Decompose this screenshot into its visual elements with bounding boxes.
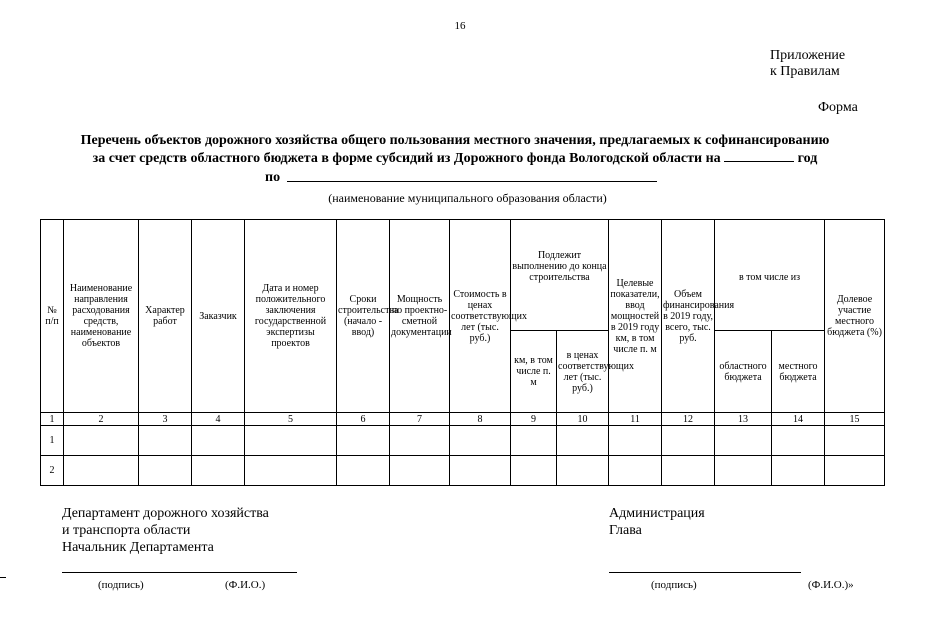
left-signature-block	[62, 505, 269, 556]
table-row	[41, 426, 885, 456]
left-sig-line-3: Начальник Департамента	[62, 540, 214, 555]
table-cell[interactable]	[245, 456, 337, 486]
table-cell[interactable]	[511, 456, 557, 486]
table-cell[interactable]	[715, 456, 772, 486]
objects-table	[40, 219, 885, 486]
header-terms: Сроки строительства (начало - ввод)	[337, 220, 390, 413]
col-num: 9	[511, 413, 557, 426]
table-cell[interactable]	[139, 426, 192, 456]
title-line-2-text: за счет средств областного бюджета в форме субсидий из Дорожного фонда Вологодской области на	[92, 151, 721, 166]
margin-mark	[0, 577, 6, 578]
col-num: 7	[390, 413, 450, 426]
col-num: 12	[662, 413, 715, 426]
col-num: 1	[41, 413, 64, 426]
title-year-word: год	[797, 151, 818, 166]
header-customer: Заказчик	[192, 220, 245, 413]
document-title	[30, 132, 880, 167]
header-km: км, в том числе п. м	[511, 331, 557, 413]
table-cell[interactable]	[192, 456, 245, 486]
header-work-type: Характер работ	[139, 220, 192, 413]
header-targets: Целевые показатели, ввод мощностей в 2019 году км, в том числе п. м	[609, 220, 662, 413]
col-num: 8	[450, 413, 511, 426]
right-sig-line-1: Администрация	[609, 506, 705, 521]
appendix-line-2: к Правилам	[770, 64, 840, 79]
table-cell[interactable]	[715, 426, 772, 456]
table-cell[interactable]	[450, 456, 511, 486]
header-regional-budget: областного бюджета	[715, 331, 772, 413]
header-share: Долевое участие местного бюджета (%)	[825, 220, 885, 413]
table-cell[interactable]	[557, 426, 609, 456]
header-expertise: Дата и номер положительного заключения государственной экспертизы проектов	[245, 220, 337, 413]
header-remaining-cost: в ценах соответствующих лет (тыс. руб.)	[557, 331, 609, 413]
table-cell[interactable]	[662, 456, 715, 486]
col-num: 3	[139, 413, 192, 426]
right-sig-line-2: Глава	[609, 523, 642, 538]
col-num: 13	[715, 413, 772, 426]
right-signature-line[interactable]	[609, 572, 801, 573]
header-cost: Стоимость в ценах соответствующих лет (тыс. руб.)	[450, 220, 511, 413]
col-num: 11	[609, 413, 662, 426]
municipality-blank[interactable]	[287, 181, 657, 182]
header-local-budget: местного бюджета	[772, 331, 825, 413]
table-cell[interactable]	[337, 456, 390, 486]
table-cell[interactable]	[609, 456, 662, 486]
table-cell[interactable]	[390, 426, 450, 456]
form-label: Форма	[818, 100, 858, 115]
col-num: 4	[192, 413, 245, 426]
row-number: 2	[41, 456, 64, 486]
header-including: в том числе из	[715, 220, 825, 331]
table-cell[interactable]	[139, 456, 192, 486]
col-num: 5	[245, 413, 337, 426]
table-cell[interactable]	[245, 426, 337, 456]
title-po-word: по	[265, 170, 281, 185]
table-cell[interactable]	[662, 426, 715, 456]
col-num: 14	[772, 413, 825, 426]
table-cell[interactable]	[64, 426, 139, 456]
header-remaining: Подлежит выполнению до конца строительства	[511, 220, 609, 331]
left-sign-caption: (подпись)	[98, 579, 144, 591]
col-num: 15	[825, 413, 885, 426]
header-capacity: Мощность по проектно-сметной документации	[390, 220, 450, 413]
left-signature-line[interactable]	[62, 572, 297, 573]
left-sig-line-2: и транспорта области	[62, 523, 191, 538]
year-blank[interactable]	[724, 149, 794, 162]
table-cell[interactable]	[825, 456, 885, 486]
table-cell[interactable]	[511, 426, 557, 456]
left-name-caption: (Ф.И.О.)	[225, 579, 266, 591]
column-numbers-row	[41, 413, 885, 426]
right-sign-caption: (подпись)	[651, 579, 697, 591]
left-sig-line-1: Департамент дорожного хозяйства	[62, 506, 269, 521]
header-number: № п/п	[41, 220, 64, 413]
table-cell[interactable]	[450, 426, 511, 456]
page-number: 16	[454, 20, 466, 32]
appendix-line-1: Приложение	[770, 48, 846, 63]
table-cell[interactable]	[557, 456, 609, 486]
right-signature-block	[609, 505, 705, 539]
table-cell[interactable]	[772, 426, 825, 456]
table-cell[interactable]	[772, 456, 825, 486]
table-cell[interactable]	[192, 426, 245, 456]
title-line-1: Перечень объектов дорожного хозяйства общего пользования местного значения, предлагаемых к софинансированию	[80, 133, 830, 148]
municipality-caption: (наименование муниципального образования области)	[328, 191, 607, 205]
col-num: 6	[337, 413, 390, 426]
table-cell[interactable]	[64, 456, 139, 486]
table-cell[interactable]	[825, 426, 885, 456]
header-name: Наименование направления расходования средств, наименование объектов	[64, 220, 139, 413]
title-line-2	[30, 149, 880, 167]
header-financing: Объем финансирования в 2019 году, всего, тыс. руб.	[662, 220, 715, 413]
table-cell[interactable]	[609, 426, 662, 456]
table-cell[interactable]	[337, 426, 390, 456]
table-row	[41, 456, 885, 486]
col-num: 2	[64, 413, 139, 426]
right-name-caption: (Ф.И.О.)»	[808, 579, 854, 591]
row-number: 1	[41, 426, 64, 456]
table-cell[interactable]	[390, 456, 450, 486]
appendix-note	[770, 48, 845, 80]
col-num: 10	[557, 413, 609, 426]
